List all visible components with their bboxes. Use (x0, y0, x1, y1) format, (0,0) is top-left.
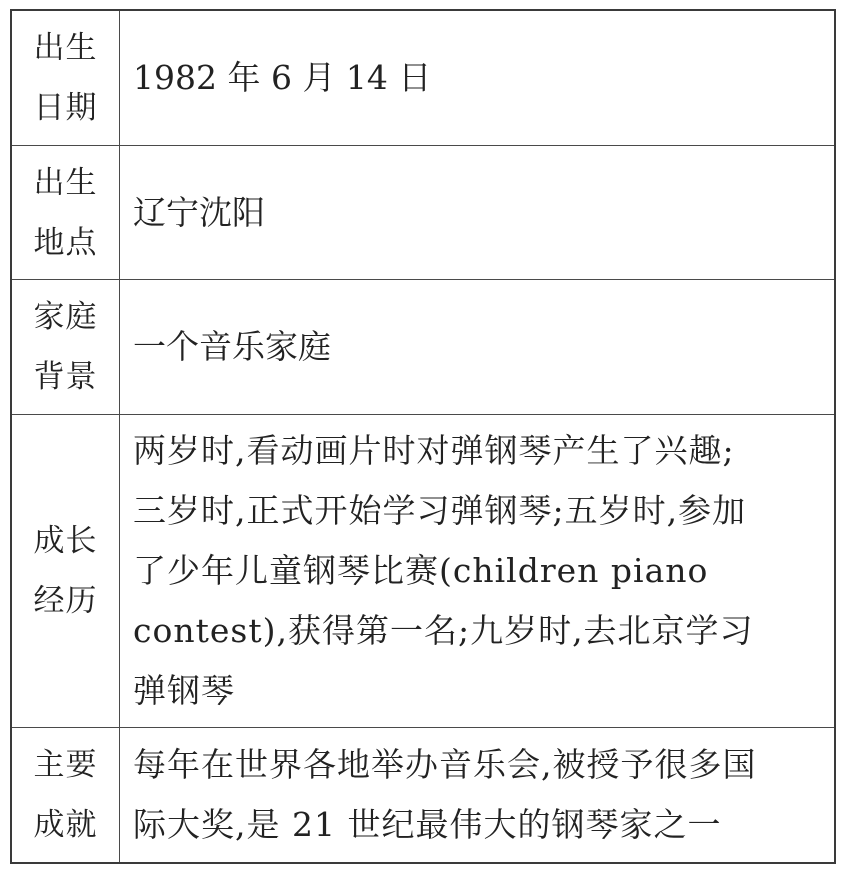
table-row-birth-place (12, 146, 834, 280)
row-label-line: 日期 (33, 90, 98, 126)
row-value-line: 弹钢琴 (133, 671, 235, 710)
table-row-main-achievements (12, 728, 834, 862)
row-value (119, 415, 834, 727)
row-label (12, 280, 120, 414)
row-value-text: 1982 年 6 月 14 日 (133, 58, 432, 97)
row-value (119, 728, 834, 862)
row-value-line: 两岁时,看动画片时对弹钢琴产生了兴趣; (133, 431, 735, 470)
row-label (12, 728, 120, 862)
row-label-line: 家庭 (33, 299, 98, 335)
row-value (119, 280, 834, 414)
table-row-growth-experience (12, 415, 834, 728)
row-label (12, 11, 120, 145)
row-value-text: 辽宁沈阳 (133, 192, 265, 232)
info-table (10, 9, 836, 864)
row-label-line: 主要 (33, 747, 98, 783)
row-value-paragraph (133, 735, 757, 855)
row-label-line: 成长 (33, 523, 98, 559)
row-value-line: 际大奖,是 21 世纪最伟大的钢琴家之一 (133, 805, 722, 844)
row-label-line: 经历 (33, 583, 98, 619)
row-value-line: 每年在世界各地举办音乐会,被授予很多国 (133, 745, 757, 784)
row-label-line: 成就 (33, 807, 98, 843)
row-label (12, 415, 120, 727)
row-value (119, 11, 834, 145)
row-value (119, 146, 834, 279)
row-value-paragraph (133, 421, 754, 721)
table-row-family-background (12, 280, 834, 415)
table-row-birth-date (12, 11, 834, 146)
row-label-line: 地点 (33, 224, 98, 261)
row-label (12, 146, 120, 279)
row-value-line: contest),获得第一名;九岁时,去北京学习 (133, 611, 754, 650)
row-label-line: 出生 (33, 164, 98, 201)
row-label-line: 背景 (33, 359, 98, 395)
row-value-line: 三岁时,正式开始学习弹钢琴;五岁时,参加 (133, 491, 747, 530)
row-label-line: 出生 (33, 30, 98, 66)
row-value-text: 一个音乐家庭 (133, 327, 331, 366)
row-value-line: 了少年儿童钢琴比赛(children piano (133, 551, 709, 590)
